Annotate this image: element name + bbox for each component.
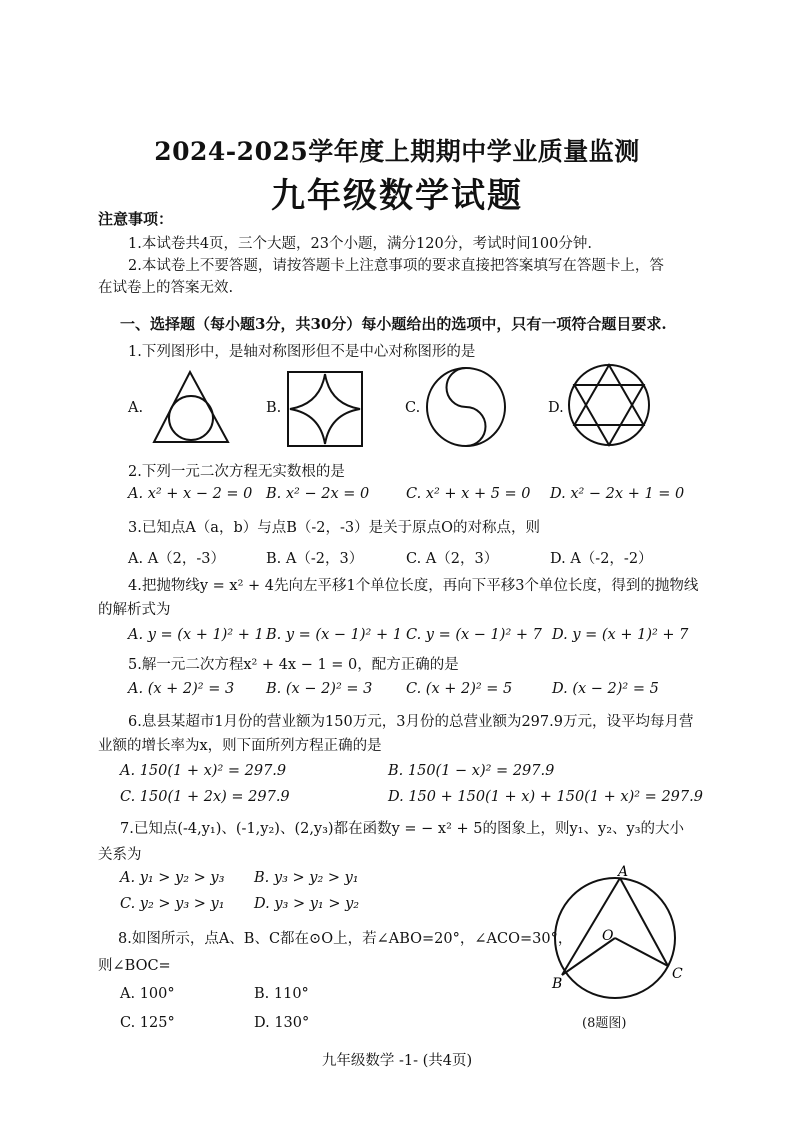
q2-option-d[interactable]: D. x² − 2x + 1 = 0	[550, 486, 685, 502]
q4-option-d[interactable]: D. y = (x + 1)² + 7	[552, 627, 689, 643]
q7-option-d[interactable]: D. y₃ > y₁ > y₂	[254, 896, 360, 912]
q8-option-b[interactable]: B. 110°	[254, 986, 309, 1002]
q5-option-d[interactable]: D. (x − 2)² = 5	[552, 681, 659, 697]
page-footer: 九年级数学 -1- (共4页)	[321, 1053, 473, 1069]
q4-option-c[interactable]: C. y = (x − 1)² + 7	[406, 627, 542, 643]
q6-stem-line1: 6.息县某超市1月份的营业额为150万元，3月份的总营业额为297.9万元，设平均每月营	[128, 714, 694, 730]
q4-option-a[interactable]: A. y = (x + 1)² + 1	[128, 627, 264, 643]
q6-option-a[interactable]: A. 150(1 + x)² = 297.9	[120, 763, 287, 779]
q1-label-a: A.	[128, 400, 144, 416]
notes-item-2-line2: 在试卷上的答案无效.	[98, 280, 234, 296]
q3-option-b[interactable]: B. A（-2，3）	[266, 551, 364, 567]
q2-option-c[interactable]: C. x² + x + 5 = 0	[406, 486, 531, 502]
q3-option-a[interactable]: A. A（2，-3）	[128, 551, 226, 567]
q1-figure-c	[424, 364, 508, 450]
q3-option-d[interactable]: D. A（-2，-2）	[550, 551, 653, 567]
q7-option-a[interactable]: A. y₁ > y₂ > y₃	[120, 870, 225, 886]
q8-point-b: B	[552, 976, 563, 992]
q8-option-a[interactable]: A. 100°	[120, 986, 175, 1002]
q2-option-b[interactable]: B. x² − 2x = 0	[266, 486, 370, 502]
q1-label-d: D.	[548, 400, 564, 416]
notes-item-2-line1: 2.本试卷上不要答题，请按答题卡上注意事项的要求直接把答案填写在答题卡上，答	[128, 258, 664, 274]
q3-stem: 3.已知点A（a，b）与点B（-2，-3）是关于原点O的对称点，则	[128, 520, 541, 536]
q8-figure-caption: (8题图)	[582, 1016, 627, 1031]
q1-label-c: C.	[405, 400, 421, 416]
q7-stem-line1: 7.已知点(-4,y₁)、(-1,y₂)、(2,y₃)都在函数y = − x² + 5的图象上，则y₁、y₂、y₃的大小	[120, 821, 685, 837]
q5-option-a[interactable]: A. (x + 2)² = 3	[128, 681, 235, 697]
q8-figure	[540, 864, 690, 1008]
q8-stem-line2: 则∠BOC=	[98, 958, 171, 974]
q1-figure-a	[148, 368, 238, 448]
q7-option-c[interactable]: C. y₂ > y₃ > y₁	[120, 896, 225, 912]
q6-option-b[interactable]: B. 150(1 − x)² = 297.9	[388, 763, 555, 779]
q8-option-c[interactable]: C. 125°	[120, 1015, 175, 1031]
q8-point-c: C	[672, 966, 683, 982]
q4-option-b[interactable]: B. y = (x − 1)² + 1	[266, 627, 402, 643]
q6-option-d[interactable]: D. 150 + 150(1 + x) + 150(1 + x)² = 297.9	[388, 789, 703, 805]
q7-stem-line2: 关系为	[98, 847, 142, 863]
exam-subtitle: 九年级数学试题	[271, 176, 523, 216]
q2-stem: 2.下列一元二次方程无实数根的是	[128, 464, 345, 480]
q5-option-c[interactable]: C. (x + 2)² = 5	[406, 681, 513, 697]
q8-stem-line1: 8.如图所示，点A、B、C都在⊙O上，若∠ABO=20°，∠ACO=30°，	[118, 931, 573, 947]
notes-item-1: 1.本试卷共4页，三个大题，23个小题，满分120分，考试时间100分钟.	[128, 236, 592, 252]
q6-stem-line2: 业额的增长率为x，则下面所列方程正确的是	[98, 738, 382, 754]
q3-option-c[interactable]: C. A（2，3）	[406, 551, 499, 567]
exam-title: 2024-2025学年度上期期中学业质量监测	[154, 137, 640, 166]
section-1-heading: 一、选择题（每小题3分，共30分）每小题给出的选项中，只有一项符合题目要求.	[120, 315, 667, 333]
q7-option-b[interactable]: B. y₃ > y₂ > y₁	[254, 870, 359, 886]
notes-heading: 注意事项：	[98, 210, 174, 228]
q1-label-b: B.	[266, 400, 282, 416]
q1-figure-b	[286, 370, 366, 450]
q8-point-a: A	[618, 864, 629, 880]
q8-point-o: O	[602, 928, 614, 944]
q1-stem: 1.下列图形中，是轴对称图形但不是中心对称图形的是	[128, 344, 476, 360]
q5-option-b[interactable]: B. (x − 2)² = 3	[266, 681, 373, 697]
q1-figure-d	[566, 362, 652, 448]
q4-stem-line2: 的解析式为	[98, 602, 171, 618]
q2-option-a[interactable]: A. x² + x − 2 = 0	[128, 486, 253, 502]
q8-option-d[interactable]: D. 130°	[254, 1015, 310, 1031]
q4-stem-line1: 4.把抛物线y = x² + 4先向左平移1个单位长度，再向下平移3个单位长度，得到的抛物线	[128, 578, 699, 594]
q5-stem: 5.解一元二次方程x² + 4x − 1 = 0，配方正确的是	[128, 657, 459, 673]
q6-option-c[interactable]: C. 150(1 + 2x) = 297.9	[120, 789, 290, 805]
